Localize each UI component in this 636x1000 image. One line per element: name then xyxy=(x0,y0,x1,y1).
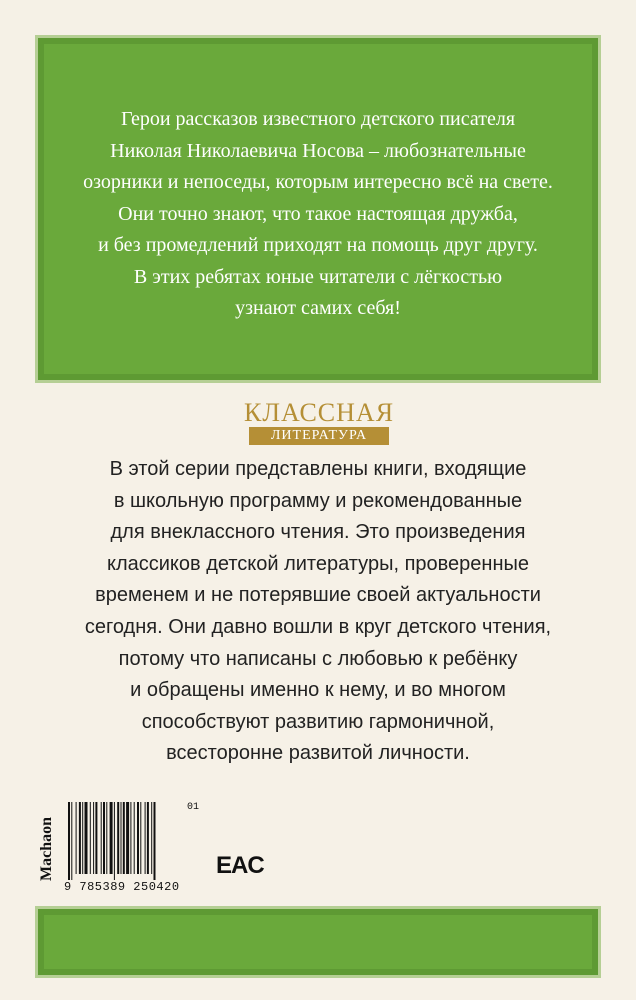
barcode-bar xyxy=(103,802,105,874)
barcode-bar xyxy=(137,802,139,874)
barcode-bar xyxy=(151,802,152,874)
series-description: В этой серии представлены книги, входящие в школьную программу и рекомендованные для внеклассного чтения. Это произведения классиков детской литературы, проверенные временем и не потерявшие своей актуальности сегодня. Они давно вошли в круг детского чтения, потому что написаны с любовью к ребёнку и обращены именно к нему, и во многом способствуют развитию гармоничной, всесторонне развитой личности. xyxy=(84,458,552,765)
publisher-name: Machaon xyxy=(38,817,55,881)
barcode-bar xyxy=(110,802,113,874)
barcode-bar xyxy=(154,802,156,880)
barcode-addon: 01 xyxy=(187,802,200,813)
barcode-bar xyxy=(130,802,131,874)
barcode-bar xyxy=(123,802,125,874)
series-logo-line2: ЛИТЕРАТУРА xyxy=(249,427,389,445)
eac-mark: EAC xyxy=(216,852,264,879)
isbn-barcode xyxy=(64,802,212,898)
barcode-bar xyxy=(90,802,91,874)
barcode-bar xyxy=(79,802,81,874)
publisher-logo xyxy=(34,800,60,898)
annotation-panel xyxy=(0,0,636,400)
series-logo xyxy=(244,399,394,445)
barcode-bar xyxy=(121,802,122,874)
barcode-bar xyxy=(76,802,77,874)
barcode-digits: 9 785389 250420 xyxy=(64,880,180,894)
annotation-text: Герои рассказов известного детского писателя Николая Николаевича Носова – любознательные озорники и непоседы, которым интересно всё на свете. Они точно знают, что такое настоящая дружба, и без промедлений приходят на помощь друг другу. В этих ребятах юные читатели с лёгкостью узнают самих себя! xyxy=(83,108,553,319)
barcode-bar xyxy=(101,802,102,874)
bottom-green-bar xyxy=(38,909,598,975)
barcode-bar xyxy=(93,802,94,874)
series-logo-line1: КЛАССНАЯ xyxy=(244,398,395,427)
barcode-bar xyxy=(117,802,119,874)
annotation-box xyxy=(38,38,598,380)
barcode-bar xyxy=(106,802,107,874)
barcode-bar xyxy=(85,802,88,874)
barcode-bar xyxy=(82,802,83,874)
barcode-bar xyxy=(68,802,70,880)
barcode-bars xyxy=(64,802,184,880)
barcode-bar xyxy=(145,802,146,874)
barcode-bar xyxy=(140,802,141,874)
barcode-bar xyxy=(147,802,149,874)
barcode-bar xyxy=(126,802,129,874)
barcode-bar xyxy=(95,802,97,874)
barcode-bar xyxy=(114,802,115,880)
barcode-bar xyxy=(71,802,72,880)
barcode-bar xyxy=(134,802,135,874)
